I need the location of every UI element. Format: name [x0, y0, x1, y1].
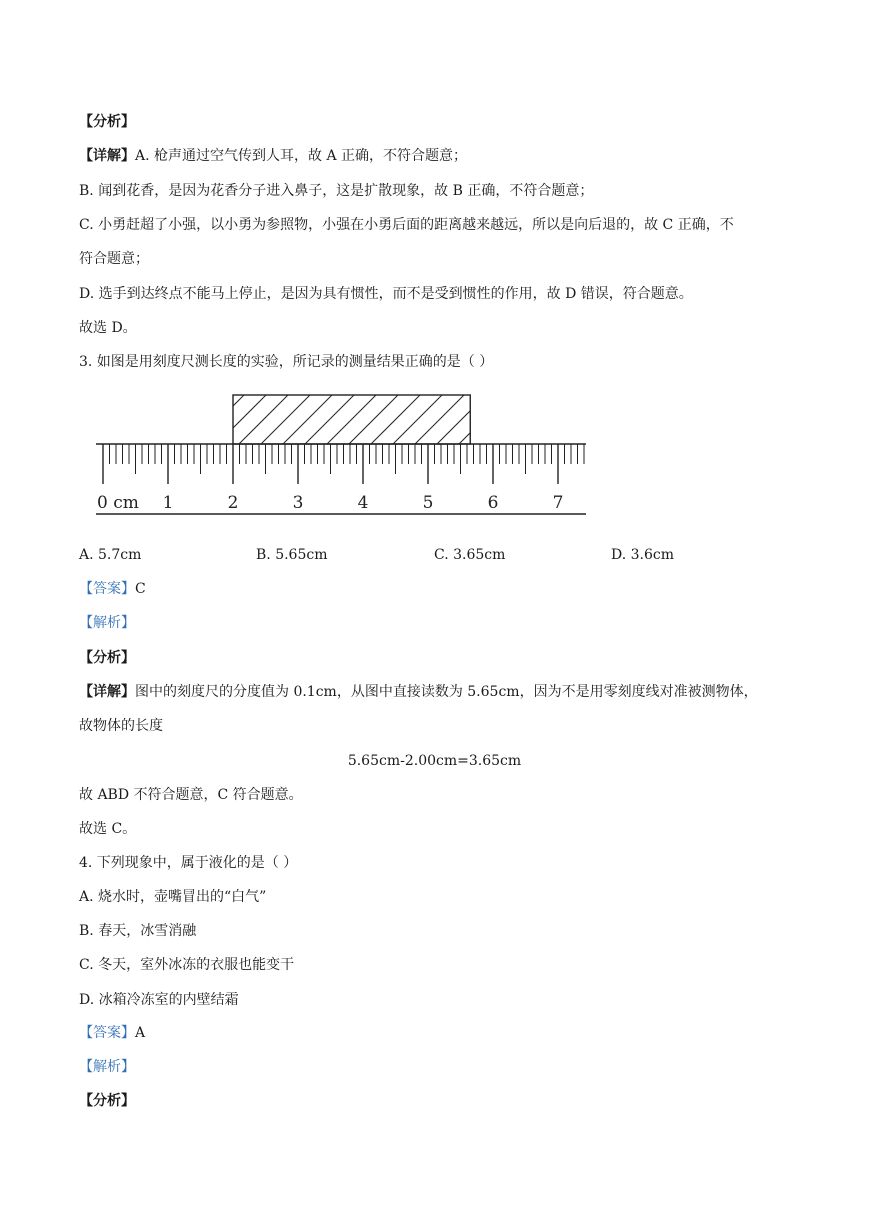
detail-line-1: [79, 682, 758, 702]
hatch-line: [503, 395, 552, 444]
ruler-figure: [94, 392, 594, 522]
ruler-label-2: 2: [227, 493, 239, 513]
answer-line: [79, 1023, 145, 1043]
ruler-label-4: 4: [357, 493, 369, 513]
detail-line-c2: 符合题意；: [79, 251, 149, 267]
q4-option-d: D. 冰箱冷冻室的内壁结霜: [79, 992, 239, 1008]
answer-value: C: [135, 581, 146, 597]
hatch-line: [173, 395, 222, 444]
detail-text: 图中的刻度尺的分度值为 0.1cm，从图中直接读数为 5.65cm，因为不是用零刻度线对准被测物体，: [135, 684, 758, 700]
detail-line-d: D. 选手到达终点不能马上停止，是因为具有惯性，而不是受到惯性的作用，故 D 错误，符合题意。: [79, 286, 693, 302]
question-3-stem: 3. 如图是用刻度尺测长度的实验，所记录的测量结果正确的是（ ）: [79, 354, 494, 370]
option-a: A. 5.7cm: [79, 547, 142, 563]
hatch-line: [195, 395, 244, 444]
answer-tag: 【答案】: [79, 581, 135, 597]
equation: 5.65cm-2.00cm=3.65cm: [347, 753, 522, 769]
detail-tag: 【详解】: [79, 148, 135, 164]
detail-line-a: [79, 146, 467, 166]
hatch-line: [261, 395, 310, 444]
detail-line-b: B. 闻到花香，是因为花香分子进入鼻子，这是扩散现象，故 B 正确，不符合题意；: [79, 183, 594, 199]
detail-text: A. 枪声通过空气传到人耳，故 A 正确，不符合题意；: [135, 148, 468, 164]
explanation-heading: 【解析】: [79, 1059, 135, 1075]
hatch-line: [393, 395, 442, 444]
option-c: C. 3.65cm: [434, 547, 506, 563]
hatch-line: [459, 395, 508, 444]
ruler-ticks: [103, 444, 584, 484]
hatch-line: [217, 395, 266, 444]
hatch-line: [371, 395, 420, 444]
hatch-line: [283, 395, 332, 444]
conclusion: 故选 D。: [79, 320, 137, 336]
hatch-line: [525, 395, 574, 444]
analysis-heading: 【分析】: [79, 650, 135, 666]
hatch-line: [349, 395, 398, 444]
ruler-label-7: 7: [552, 493, 564, 513]
hatch-line: [437, 395, 486, 444]
ruler-label-5: 5: [422, 493, 434, 513]
analysis-heading: 【分析】: [79, 114, 135, 130]
hatch-line: [481, 395, 530, 444]
answer-value: A: [135, 1025, 146, 1041]
q4-option-c: C. 冬天，室外冰冻的衣服也能变干: [79, 957, 295, 973]
option-b: B. 5.65cm: [256, 547, 328, 563]
option-d: D. 3.6cm: [611, 547, 675, 563]
question-4-stem: 4. 下列现象中，属于液化的是（ ）: [79, 855, 298, 871]
detail-tag: 【详解】: [79, 684, 135, 700]
q4-option-b: B. 春天，冰雪消融: [79, 923, 197, 939]
conclusion: 故选 C。: [79, 821, 137, 837]
q4-option-a: A. 烧水时，壶嘴冒出的“白气”: [79, 889, 267, 905]
analysis-heading: 【分析】: [79, 1093, 135, 1109]
detail-line-c1: C. 小勇赶超了小强，以小勇为参照物，小强在小勇后面的距离越来越远，所以是向后退的，故 C 正确，不: [79, 217, 734, 233]
hatch-line: [305, 395, 354, 444]
hatch-line: [327, 395, 376, 444]
hatch-line: [415, 395, 464, 444]
note-line: 故 ABD 不符合题意，C 符合题意。: [79, 787, 303, 803]
ruler-label-6: 6: [487, 493, 499, 513]
answer-tag: 【答案】: [79, 1025, 135, 1041]
ruler-label-0: 0 cm: [97, 493, 139, 513]
detail-line-2: 故物体的长度: [79, 718, 163, 734]
hatch-line: [239, 395, 288, 444]
ruler-label-3: 3: [292, 493, 304, 513]
ruler-label-1: 1: [162, 493, 174, 513]
explanation-heading: 【解析】: [79, 615, 135, 631]
answer-line: [79, 579, 146, 599]
